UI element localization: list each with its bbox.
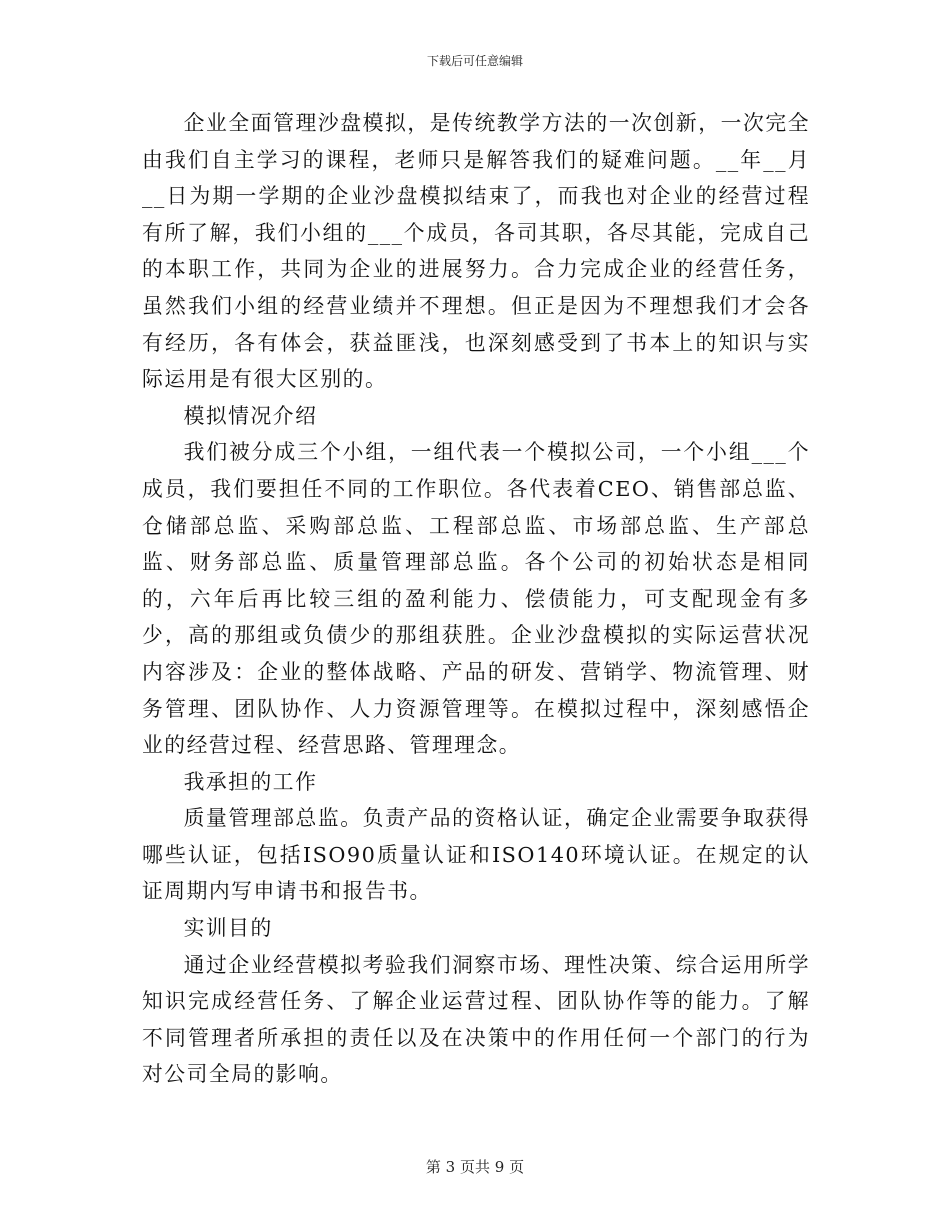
document-body bbox=[142, 105, 810, 1093]
paragraph-simulation: 我们被分成三个小组，一组代表一个模拟公司，一个小组___个成员，我们要担任不同的工作职位。各代表着CEO、销售部总监、仓储部总监、采购部总监、工程部总监、市场部总监、生产部总监、财务部总监、质量管理部总监。各个公司的初始状态是相同的，六年后再比较三组的盈利能力、偿债能力，可支配现金有多少，高的那组或负债少的那组获胜。企业沙盘模拟的实际运营状况内容涉及：企业的整体战略、产品的研发、营销学、物流管理、财务管理、团队协作、人力资源管理等。在模拟过程中，深刻感悟企业的经营过程、经营思路、管理理念。 bbox=[142, 440, 810, 758]
paragraph-intro: 企业全面管理沙盘模拟，是传统教学方法的一次创新，一次完全由我们自主学习的课程，老师只是解答我们的疑难问题。__年__月__日为期一学期的企业沙盘模拟结束了，而我也对企业的经营过程有所了解，我们小组的___个成员，各司其职，各尽其能，完成自己的本职工作，共同为企业的进展努力。合力完成企业的经营任务，虽然我们小组的经营业绩并不理想。但正是因为不理想我们才会各有经历，各有体会，获益匪浅，也深刻感受到了书本上的知识与实际运用是有很大区别的。 bbox=[142, 111, 810, 392]
section-heading-purpose: 实训目的 bbox=[183, 916, 273, 941]
page-footer: 第 3 页共 9 页 bbox=[425, 1158, 525, 1176]
paragraph-my-work: 质量管理部总监。负责产品的资格认证，确定企业需要争取获得哪些认证，包括ISO90质量认证和ISO140环境认证。在规定的认证周期内写申请书和报告书。 bbox=[142, 806, 810, 904]
section-heading-simulation: 模拟情况介绍 bbox=[183, 403, 318, 428]
paragraph-purpose: 通过企业经营模拟考验我们洞察市场、理性决策、综合运用所学知识完成经营任务、了解企业运营过程、团队协作等的能力。了解不同管理者所承担的责任以及在决策中的作用任何一个部门的行为对公司全局的影响。 bbox=[142, 952, 810, 1087]
section-heading-my-work: 我承担的工作 bbox=[183, 769, 318, 794]
page-header: 下载后可任意编辑 bbox=[426, 54, 523, 68]
